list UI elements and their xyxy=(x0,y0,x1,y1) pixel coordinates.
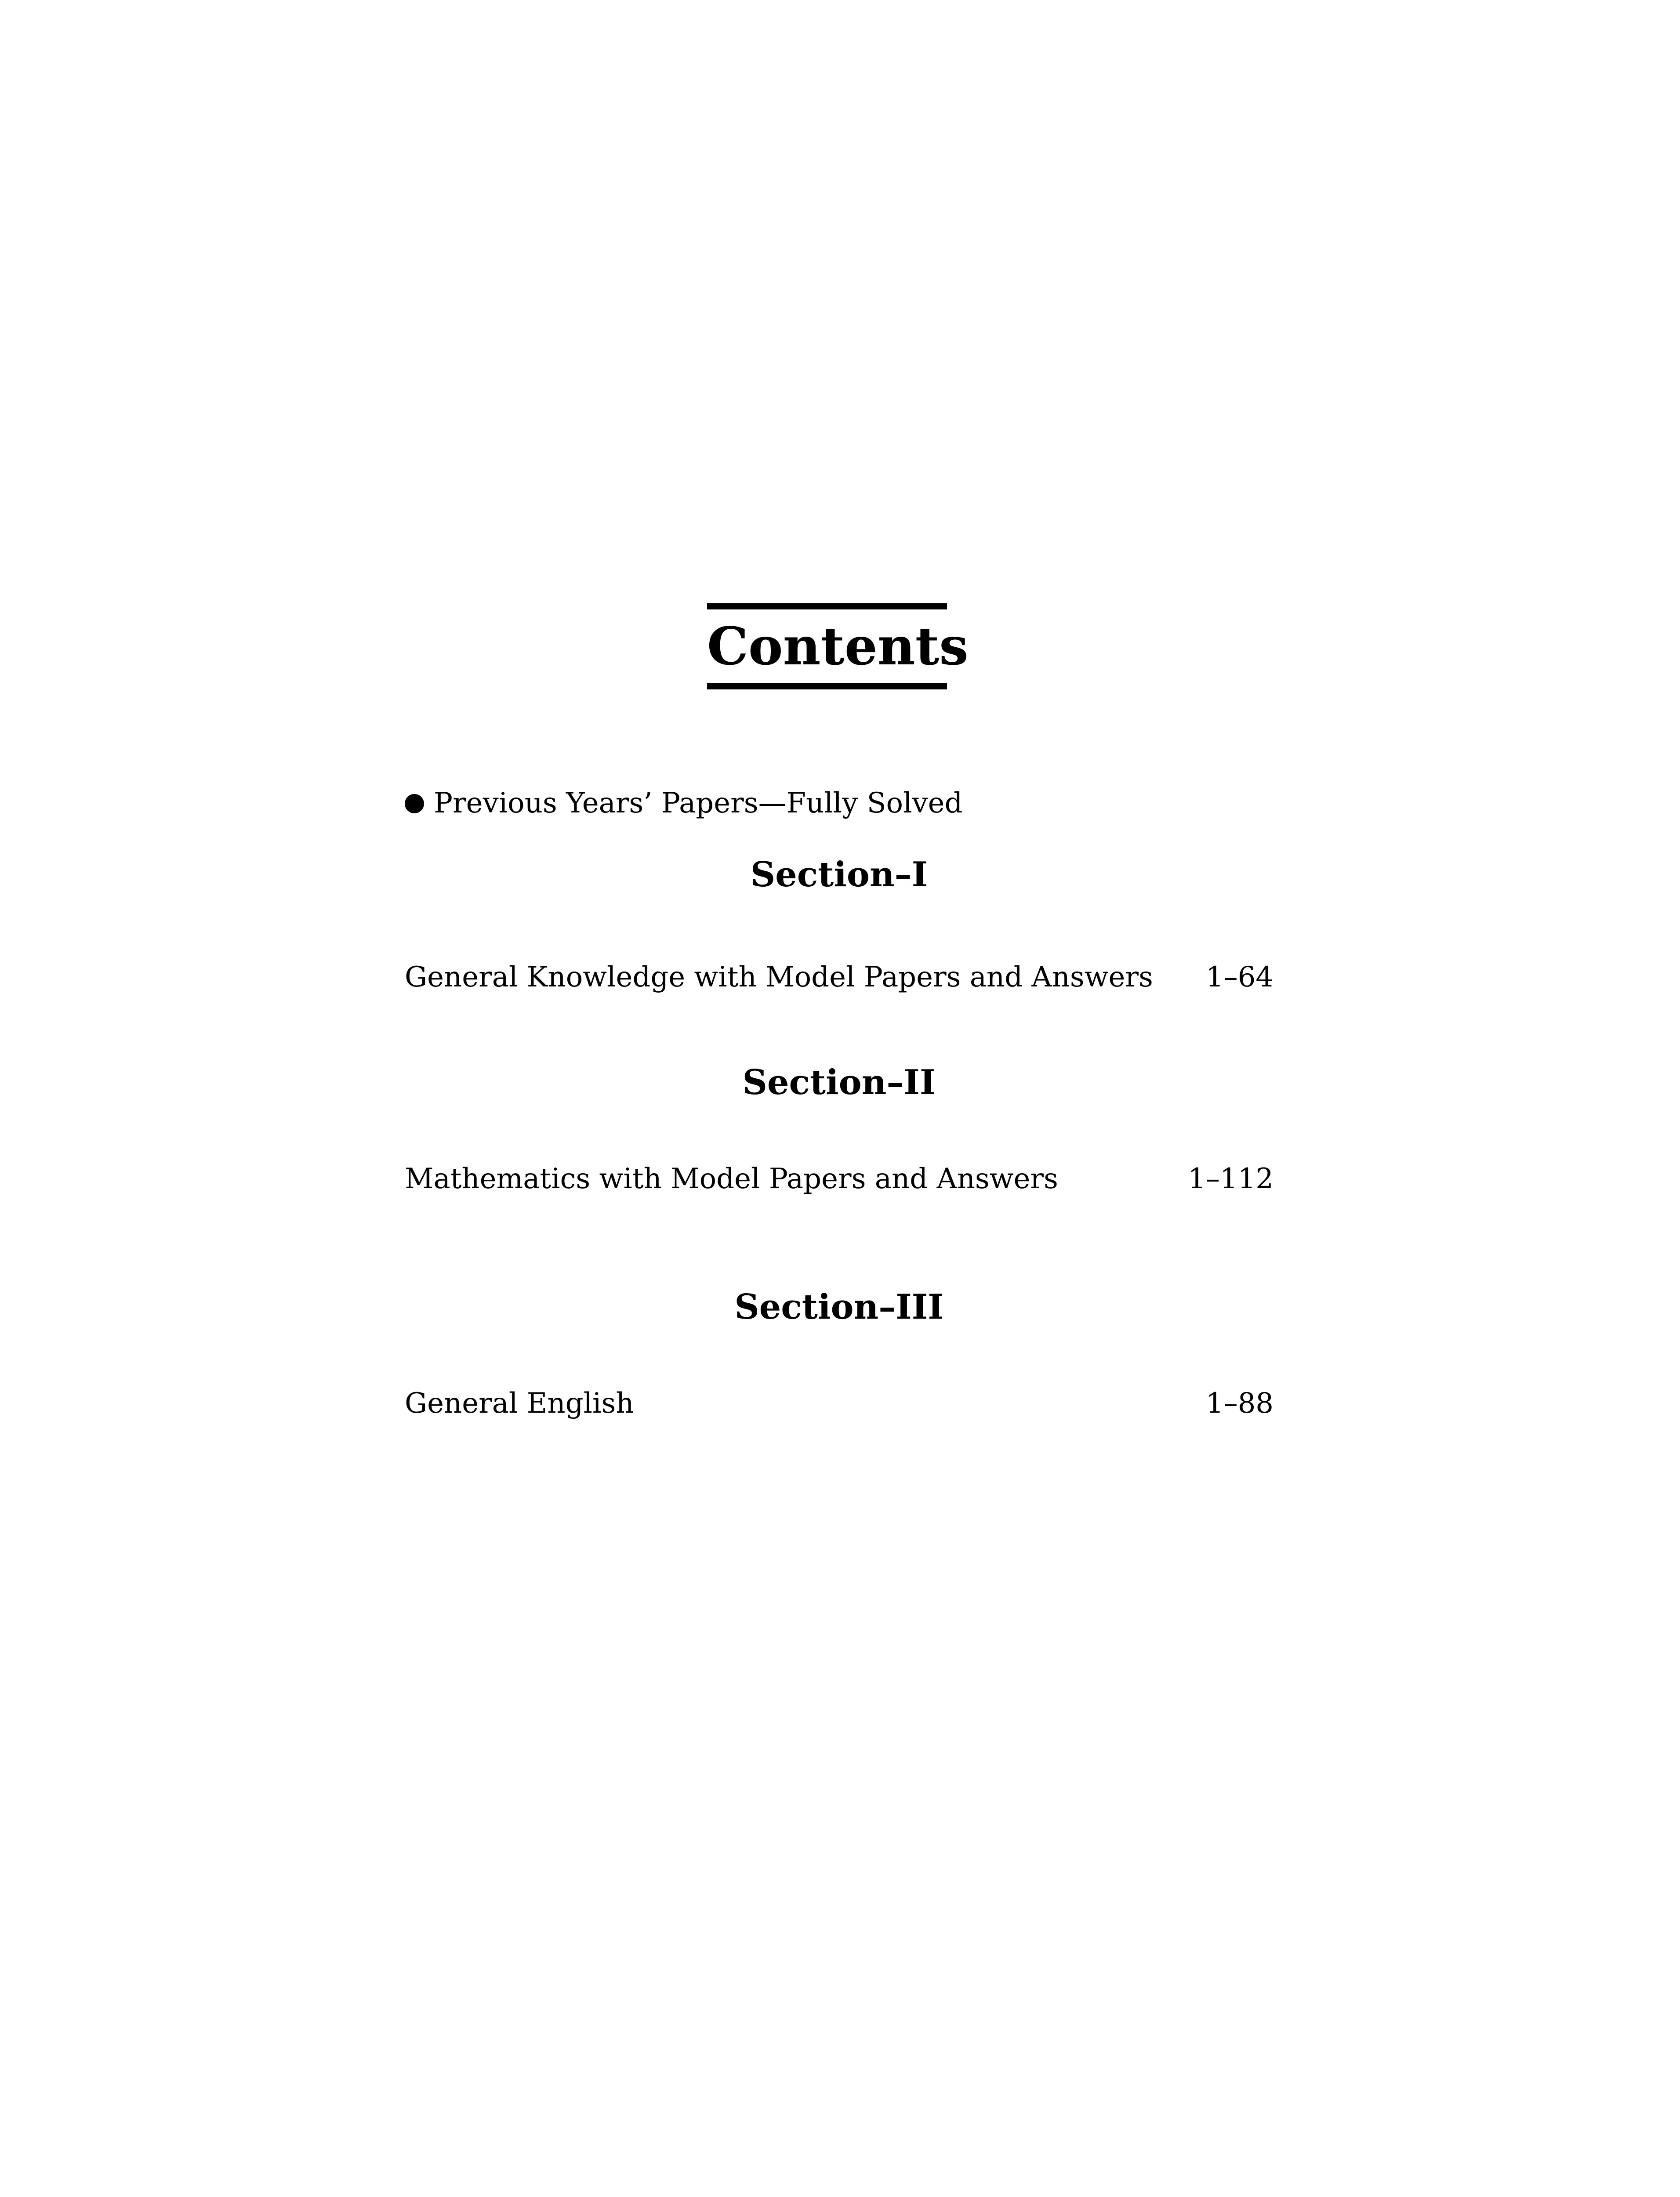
section-heading: Section–II xyxy=(742,1062,936,1102)
section-heading: Section–III xyxy=(734,1287,944,1327)
toc-entry xyxy=(405,957,1274,997)
title-bottom-rule xyxy=(707,683,947,689)
toc-entry-title: Mathematics with Model Papers and Answers xyxy=(405,1163,1058,1195)
toc-entry-pages: 1–64 xyxy=(1205,961,1274,993)
section-heading: Section–I xyxy=(750,855,928,895)
toc-entry xyxy=(405,1384,1274,1423)
toc-entry-pages: 1–112 xyxy=(1188,1163,1274,1195)
title-top-rule xyxy=(707,603,947,609)
intro-text: Previous Years’ Papers—Fully Solved xyxy=(434,787,963,819)
toc-entry-title: General Knowledge with Model Papers and Answers xyxy=(405,961,1153,993)
intro-line xyxy=(405,783,1274,823)
bullet-icon xyxy=(405,794,424,813)
toc-entry-pages: 1–88 xyxy=(1205,1387,1274,1420)
title-block xyxy=(707,603,969,689)
toc-entry-title: General English xyxy=(405,1387,634,1420)
toc-entry xyxy=(405,1159,1274,1199)
page-title: Contents xyxy=(707,616,969,677)
